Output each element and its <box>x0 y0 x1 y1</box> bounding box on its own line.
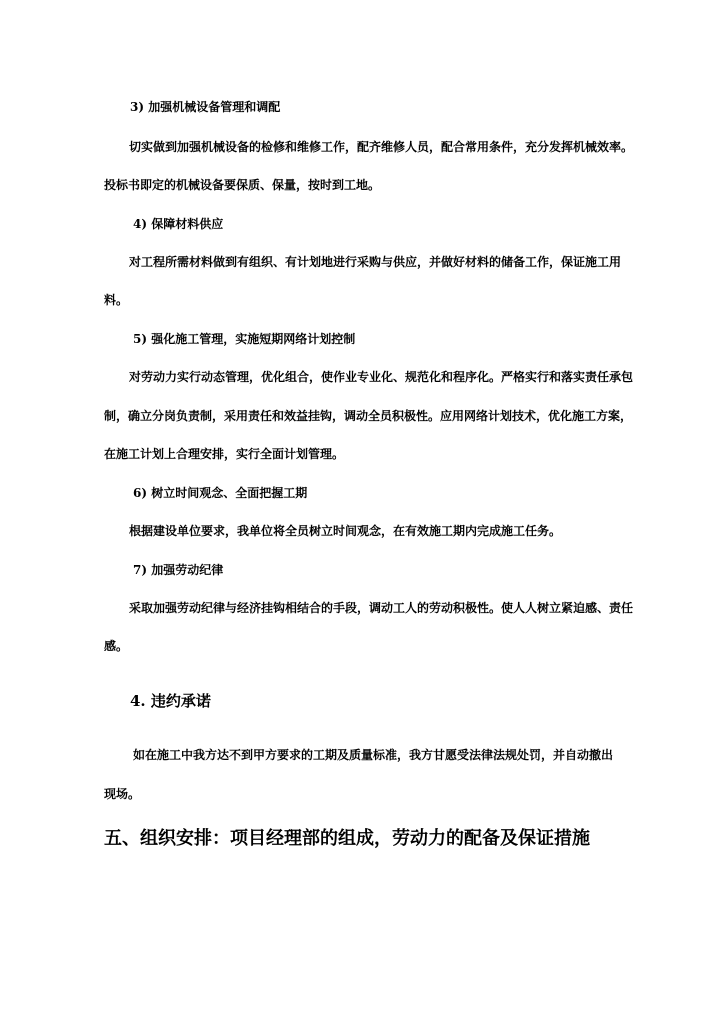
paragraph-violation-line-1: 如在施工中我方达不到甲方要求的工期及质量标准，我方甘愿受法律法规处罚，并自动撤出 <box>133 748 614 762</box>
subheading-7: 7) 加强劳动纪律 <box>133 563 224 577</box>
subheading-6: 6) 树立时间观念、全面把握工期 <box>133 486 308 500</box>
paragraph-3-line-2: 投标书即定的机械设备要保质、保量，按时到工地。 <box>104 178 381 192</box>
paragraph-5-line-1: 对劳动力实行动态管理，优化组合，使作业专业化、规范化和程序化。严格实行和落实责任承包 <box>129 370 634 384</box>
paragraph-5-line-2: 制，确立分岗负责制，采用责任和效益挂钩，调动全员积极性。应用网络计划技术，优化施工方案， <box>104 409 633 423</box>
subheading-5: 5) 强化施工管理，实施短期网络计划控制 <box>133 332 356 346</box>
paragraph-4-line-2: 料。 <box>104 293 129 307</box>
subheading-4: 4) 保障材料供应 <box>133 217 224 231</box>
paragraph-violation-line-2: 现场。 <box>104 787 141 801</box>
paragraph-7-line-2: 感。 <box>104 639 129 653</box>
paragraph-5-line-3: 在施工计划上合理安排，实行全面计划管理。 <box>104 447 345 461</box>
paragraph-3-line-1: 切实做到加强机械设备的检修和维修工作，配齐维修人员，配合常用条件，充分发挥机械效率。 <box>129 140 634 154</box>
subheading-3: 3) 加强机械设备管理和调配 <box>130 100 281 114</box>
section-heading-violation: 4. 违约承诺 <box>130 692 211 710</box>
chapter-heading-5: 五、组织安排：项目经理部的组成，劳动力的配备及保证措施 <box>104 828 590 849</box>
paragraph-6-line-1: 根据建设单位要求，我单位将全员树立时间观念，在有效施工期内完成施工任务。 <box>129 524 562 538</box>
paragraph-4-line-1: 对工程所需材料做到有组织、有计划地进行采购与供应，并做好材料的储备工作，保证施工用 <box>129 255 622 269</box>
paragraph-7-line-1: 采取加强劳动纪律与经济挂钩相结合的手段，调动工人的劳动积极性。使人人树立紧迫感、责任 <box>129 601 634 615</box>
